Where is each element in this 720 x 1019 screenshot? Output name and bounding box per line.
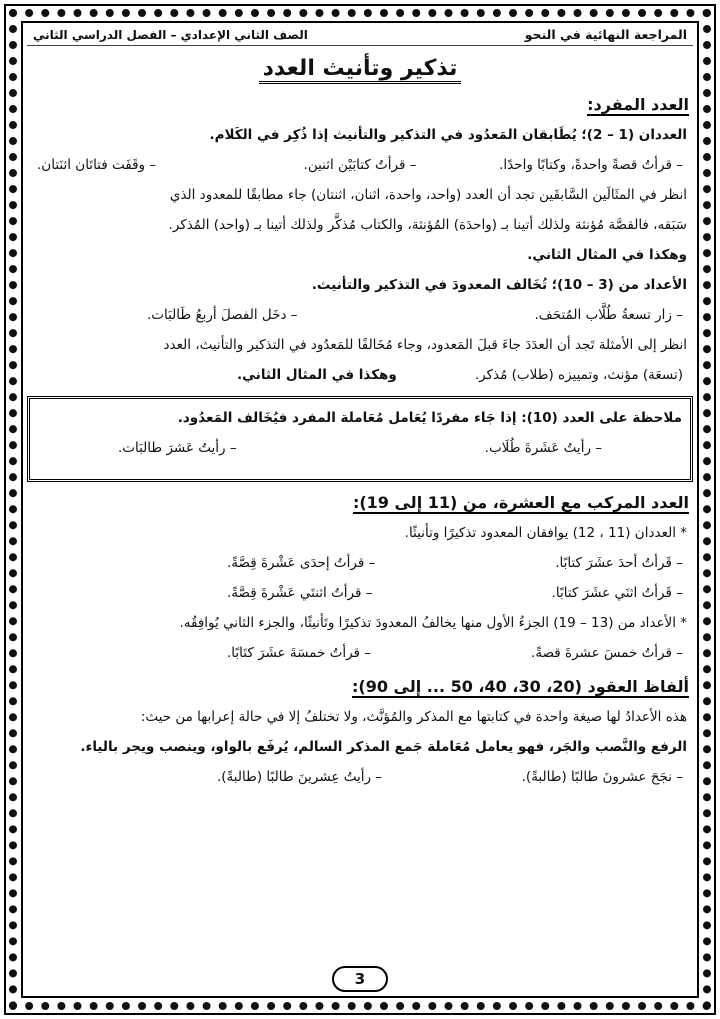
section-heading-singular [27,90,693,120]
example-item: – قرأتُ اثنتَي عَشْرةَ قِصَّةً. [227,585,373,601]
same-note: وهكذا في المثال الثاني. [527,247,687,263]
example-item: – زار تسعةُ طُلَّاب المُتحَف. [534,307,683,323]
example-item: – قرأتُ كتابَيْن اثنين. [303,157,417,173]
explanation-line: انظر في المثَالَين السَّابقَين تجد أن العدد (واحد، واحدة، اثنان، اثنتان) جاء مطابقًا للمعدود الذي [169,187,687,203]
explanation-text: (تسعَة) مؤنث، وتمييزه (طلاب) مُذكر. [474,367,683,383]
example-item: – دخَل الفصلَ أربعُ طَالبَات. [147,307,298,323]
explanation-line: سَبَقه، فالقصَّة مُؤنثة ولذلك أتينا بـ (واحدَة) المُؤنثة، والكتاب مُذكَّر ولذلك أتينا بـ (واحد) المُذكر. [168,217,687,233]
section-heading-compound-text: العدد المركب مع العشرة، من (11 إلى 19): [352,493,689,512]
page-title [27,52,693,86]
example-item: – قرأتُ خمسَةَ عشَرَ كتَابًا. [227,645,372,661]
rule-thirteen-nineteen: * الأعداد من (13 – 19) الجزءُ الأول منها يخالفُ المعدودَ تذكيرًا وتَأنيثًا، والجزء الثاني يُوافِقُه. [179,615,687,631]
examples-decades [27,762,693,792]
page-title-text: تذكير وتأنيث العدد [259,56,462,84]
example-item: – نجَحَ عشرونَ طالبًا (طالبةً). [521,769,683,785]
example-item: – قرأتُ إحدَى عَشْرةَ قِصَّةً. [227,555,376,571]
examples-three-ten [27,300,693,330]
header-grade: الصف الثاني الإعدادي – الفصل الدراسي الثاني [33,27,308,42]
example-item: – قَرأتُ أحدَ عشَرَ كتابًا. [555,555,683,571]
examples-fifteen [27,638,693,668]
explanation-line-two [27,360,693,390]
explanation-line: انظر إلى الأمثلة تَجد أن العدَدَ جاءَ قبلَ المَعدود، وجاء مُخَالفًا للمَعدُود في التذكير والتأنيث، العدد [163,337,687,353]
example-item: – وقَفَت فتاتَان اثنَتان. [37,157,157,173]
rule-eleven-twelve: * العددان (11 ، 12) يوافقان المعدود تذكيرًا وتأنيثًا. [404,525,687,541]
examples-twelve [27,578,693,608]
examples-eleven [27,548,693,578]
example-item: – رأيتُ عِشرينَ طالبًا (طالبةً). [217,769,383,785]
page-number: 3 [332,966,388,992]
note-examples [38,433,682,463]
rule-decades: هذه الأعدادُ لها صيغة واحدة في كتابتها مع المذكر والمُؤنَّث، ولا تختلفُ إلا في حالة إعرابها من حيث: [140,709,687,725]
section-heading-singular-text: العدد المفرد: [587,95,689,114]
same-note: وهكذا في المثال الثاني. [237,367,397,383]
header-book-title: المراجعة النهائية في النحو [524,27,687,42]
section-heading-decades-text: ألفاظ العقود (20، 30، 40، 50 ... إلى 90): [351,677,689,696]
rule-one-two: العددان (1 – 2)؛ يُطَابقان المَعدُود في التذكير والتأنيث إذا ذُكِر في الكَلام. [209,127,687,143]
example-item: – رأيتُ عَشرَ طالبَات. [118,440,237,456]
page-header [27,24,693,46]
example-item: – قرأتُ قصةً واحدةً، وكتابًا واحدًا. [499,157,683,173]
examples-one-two [27,150,693,180]
example-item: – قرأتُ خمسَ عشرةَ قصةً. [531,645,683,661]
example-item: – رأيتُ عَشَرةَ طُلَاب. [484,440,602,456]
note-text: ملاحظة على العدد (10): إذا جَاء مفردًا يُعَامل مُعَاملة المفرد فيُخَالف المَعدُود. [177,410,682,426]
rule-three-ten: الأعداد من (3 – 10)؛ تُخَالف المعدودَ في التذكير والتأنيث. [311,277,687,293]
section-heading-compound [27,488,693,518]
note-box [27,396,693,482]
section-heading-decades [27,672,693,702]
example-item: – قَرأتُ اثنَي عشَرَ كتابًا. [551,585,683,601]
rule-decades-inflection: الرفع والنَّصب والجَر، فهو يعامل مُعَاملة جَمع المذكر السالم، يُرفَع بالواو، وينصب ويجر بالياء. [80,739,687,755]
page-content [27,24,693,992]
